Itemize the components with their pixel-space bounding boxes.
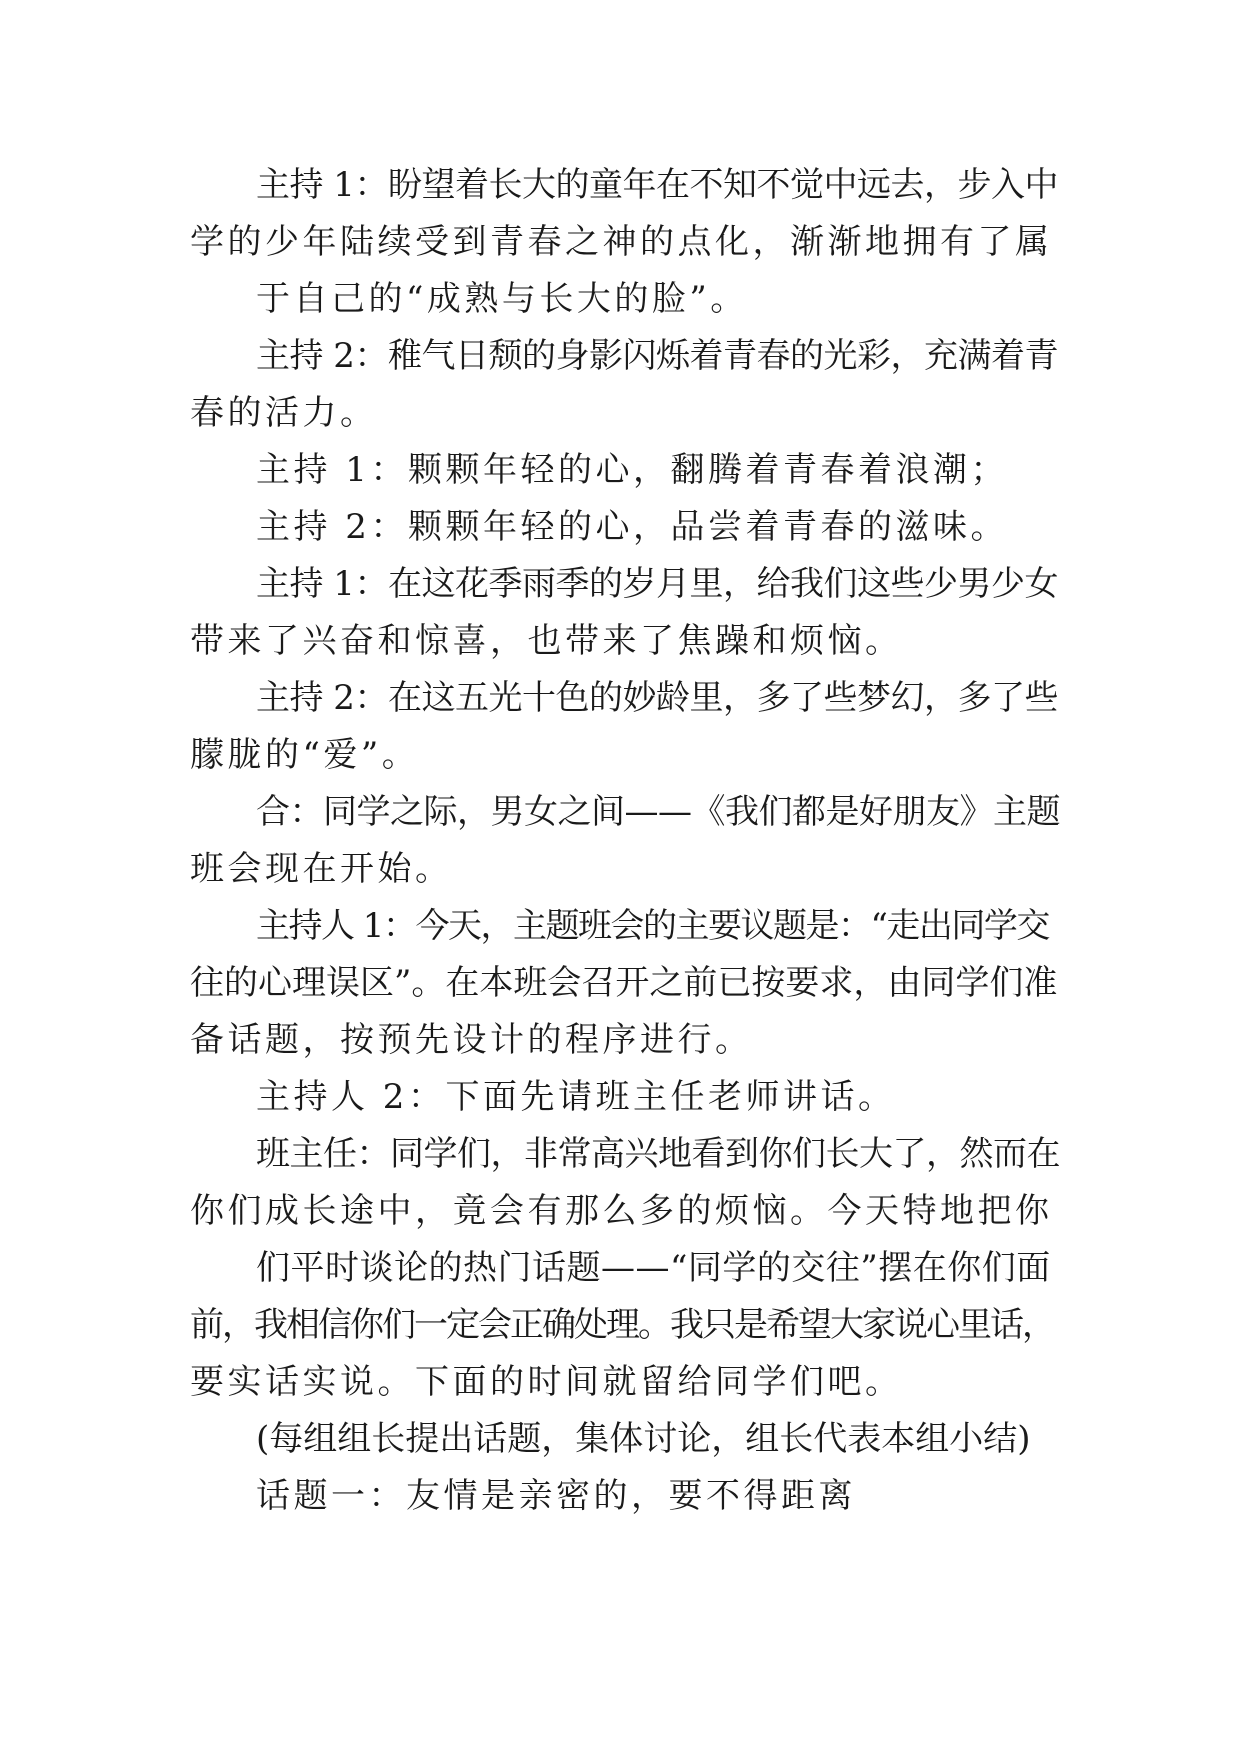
text-line: 合：同学之际，男女之间——《我们都是好朋友》主题 [256,792,1060,832]
text-line: 朦胧的“爱”。 [190,735,420,775]
text-line: 们平时谈论的热门话题——“同学的交往”摆在你们面 [256,1248,1051,1288]
text-line: 带来了兴奋和惊喜，也带来了焦躁和烦恼。 [190,621,903,661]
text-line: 要实话实说。下面的时间就留给同学们吧。 [190,1362,903,1402]
text-line: 于自己的“成熟与长大的脸”。 [256,279,748,319]
text-line: 主持 1：在这花季雨季的岁月里，给我们这些少男少女 [256,564,1058,604]
text-line: 主持 2：颗颗年轻的心，品尝着青春的滋味。 [256,507,1008,547]
text-line: 主持人 1：今天，主题班会的主要议题是：“走出同学交 [256,906,1049,946]
text-line: 班会现在开始。 [190,849,453,889]
text-line: 前，我相信你们一定会正确处理。我只是希望大家说心里话， [190,1305,1054,1345]
text-line: 主持 1：颗颗年轻的心，翻腾着青春着浪潮； [256,450,1008,490]
text-line: 你们成长途中，竟会有那么多的烦恼。今天特地把你 [190,1191,1053,1231]
text-line: 主持 2：在这五光十色的妙龄里，多了些梦幻，多了些 [256,678,1058,718]
text-line: 主持 2：稚气日颓的身影闪烁着青春的光彩，充满着青 [256,336,1058,376]
text-line: 备话题，按预先设计的程序进行。 [190,1020,753,1060]
text-line: 话题一：友情是亲密的，要不得距离 [256,1476,856,1516]
text-line: 班主任：同学们，非常高兴地看到你们长大了，然而在 [256,1134,1060,1174]
text-line: 学的少年陆续受到青春之神的点化，渐渐地拥有了属 [190,222,1053,262]
text-line: (每组组长提出话题，集体讨论，组长代表本组小结) [256,1419,1031,1459]
text-line: 往的心理误区”。在本班会召开之前已按要求，由同学们准 [190,963,1058,1003]
text-line: 主持人 2：下面先请班主任老师讲话。 [256,1077,896,1117]
text-line: 主持 1：盼望着长大的童年在不知不觉中远去，步入中 [256,165,1058,205]
text-line: 春的活力。 [190,393,378,433]
